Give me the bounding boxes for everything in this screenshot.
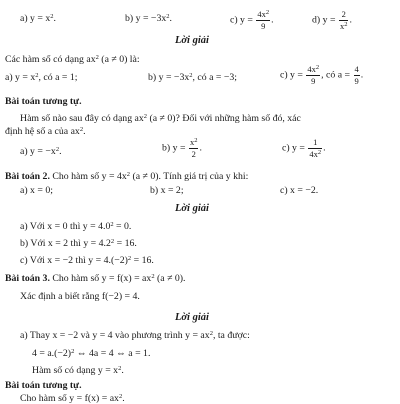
problem-2-statement: Bài toán 2. Cho hàm số $y = 4x^2$ (a ≠ 0). Tính giá trị của y khi: bbox=[5, 171, 249, 182]
options-row-1 bbox=[0, 10, 400, 30]
problem-3-statement: Bài toán 3. Cho hàm số $y = f(x) = ax^2$ (a ≠ 0). bbox=[5, 273, 186, 284]
solution-3-a: a) Thay x = −2 và y = 4 vào phương trình $y = ax^2$, ta được: bbox=[20, 330, 250, 341]
solution-3-equation: $4 = a.(-2)^2$ ⇔ 4a = 4 ⇔ a = 1. bbox=[32, 348, 151, 359]
solution-2-c: c) Với x = −2 thì $y = 4.(-2)^2 = 16$. bbox=[20, 255, 154, 266]
answer-a: a) $y = x^2$, có a = 1; bbox=[5, 72, 78, 83]
similar-problem-heading-1: Bài toán tương tự. bbox=[5, 96, 82, 107]
answer-c: c) y = $\frac{4x^2}{9}$ , có a = $\frac{4}{9}$ . bbox=[280, 64, 364, 86]
solution-1-intro: Các hàm số có dạng $ax^2$ (a ≠ 0) là: bbox=[5, 54, 140, 65]
option-a-2: a) $y = -x^2$. bbox=[20, 146, 62, 157]
problem-2-option-b: b) x = 2; bbox=[150, 185, 184, 196]
similar-question-line-2: định hệ số a của $ax^2$. bbox=[5, 126, 86, 137]
heading-loi-giai-2: Lời giải bbox=[175, 203, 209, 214]
heading-loi-giai-1: Lời giải bbox=[175, 35, 209, 46]
solution-2-a: a) Với x = 0 thì $y = 4.0^2 = 0$. bbox=[20, 221, 132, 232]
options-row-2 bbox=[0, 137, 400, 165]
option-c-2: c) y = $\frac{1}{4x^2}$ . bbox=[282, 137, 326, 159]
heading-loi-giai-3: Lời giải bbox=[175, 312, 209, 323]
problem-2-options bbox=[0, 182, 400, 196]
problem-2-option-a: a) x = 0; bbox=[20, 185, 54, 196]
similar-question-line-1: Hàm số nào sau đây có dạng $ax^2$ (a ≠ 0)? Đối với những hàm số đó, xác bbox=[20, 113, 301, 124]
option-c: c) y = $\frac{4x^2}{9}$ . bbox=[230, 9, 274, 31]
option-d: d) y = $\frac{2}{x^2}$ . bbox=[312, 9, 352, 31]
option-b: b) $y = -3x^2$. bbox=[125, 13, 172, 24]
similar-problem-heading-2: Bài toán tương tự. bbox=[5, 380, 82, 391]
solution-2-b: b) Với x = 2 thì $y = 4.2^2 = 16$. bbox=[20, 238, 137, 249]
option-b-2: b) y = $\frac{x^2}{2}$ . bbox=[162, 137, 202, 159]
problem-3-task: Xác định a biết rằng f(−2) = 4. bbox=[20, 291, 140, 302]
solution-3-result: Hàm số có dạng $y = x^2$. bbox=[32, 365, 124, 376]
solution-1-answers bbox=[0, 65, 400, 93]
option-a: a) $y = x^2$. bbox=[20, 13, 56, 24]
final-line: Cho hàm số $y = f(x) = ax^2$. bbox=[20, 393, 125, 404]
problem-2-option-c: c) x = −2. bbox=[280, 185, 319, 196]
answer-b: b) $y = -3x^2$, có a = −3; bbox=[148, 72, 238, 83]
